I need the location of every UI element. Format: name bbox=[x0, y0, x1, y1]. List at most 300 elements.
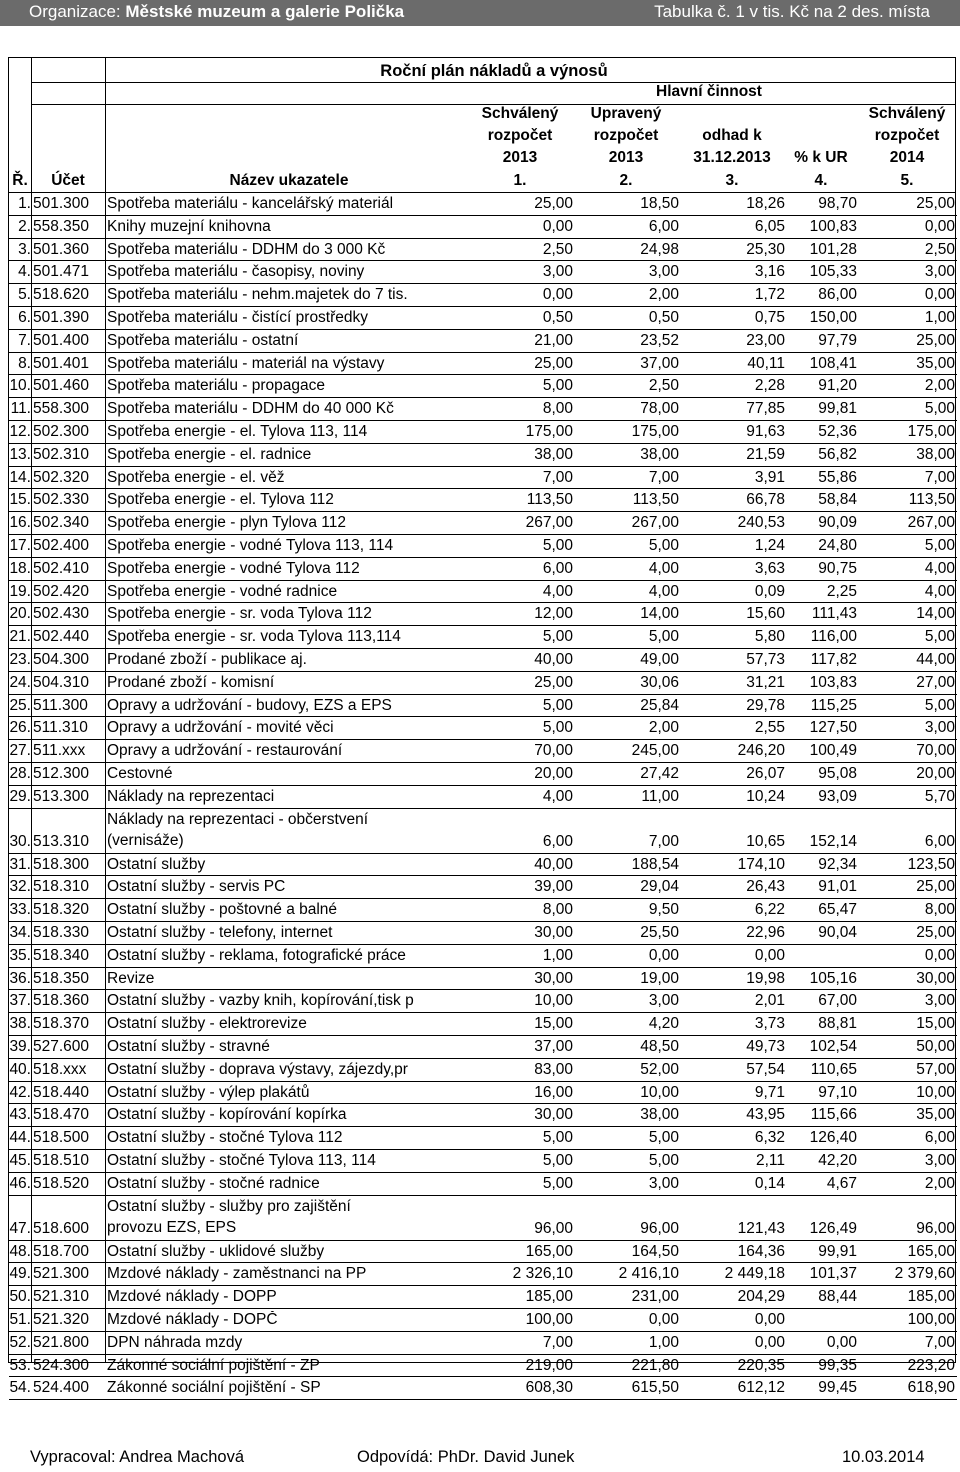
item-name: Spotřeba materiálu - čistící prostředky bbox=[107, 309, 369, 326]
account-code: 502.320 bbox=[33, 468, 90, 486]
item-name: Spotřeba materiálu - nehm.majetek do 7 tis. bbox=[107, 286, 408, 304]
estimate-2013: 25,30 bbox=[746, 240, 785, 258]
item-name: Ostatní služby - telefony, internet bbox=[107, 924, 333, 941]
estimate-2013: 19,98 bbox=[746, 969, 785, 987]
row-number: 14. bbox=[9, 468, 31, 486]
item-name: Mzdové náklady - DOPČ bbox=[107, 1311, 278, 1328]
percent-of-adjusted: 86,00 bbox=[818, 286, 857, 304]
item-name: Spotřeba energie - vodné Tylova 112 bbox=[107, 559, 360, 577]
adjusted-2013: 38,00 bbox=[640, 1106, 679, 1124]
item-name: Spotřeba energie - el. Tylova 113, 114 bbox=[107, 423, 368, 440]
percent-of-adjusted: 88,81 bbox=[818, 1015, 857, 1033]
percent-of-adjusted: 97,79 bbox=[818, 331, 857, 349]
item-name: Ostatní služby - doprava výstavy, zájezdy,pr bbox=[107, 1060, 408, 1078]
percent-of-adjusted: 90,75 bbox=[818, 559, 857, 577]
percent-of-adjusted: 97,10 bbox=[818, 1083, 857, 1101]
row-number: 6. bbox=[18, 309, 31, 326]
estimate-2013: 66,78 bbox=[746, 491, 785, 509]
table-row bbox=[9, 854, 957, 877]
col2-number: 2. bbox=[619, 172, 633, 189]
account-code: 504.310 bbox=[33, 673, 90, 691]
col1-header-l2: rozpočet bbox=[487, 127, 553, 144]
row-number: 38. bbox=[9, 1015, 31, 1033]
estimate-2013: 2 449,18 bbox=[724, 1265, 785, 1283]
account-code: 518.350 bbox=[33, 969, 90, 987]
percent-of-adjusted: 117,82 bbox=[810, 651, 857, 668]
approved-2014: 70,00 bbox=[916, 742, 955, 760]
col3-number: 3. bbox=[725, 172, 739, 189]
approved-2014: 7,00 bbox=[924, 468, 955, 486]
percent-of-adjusted: 105,33 bbox=[809, 263, 857, 281]
percent-of-adjusted: 91,01 bbox=[818, 878, 857, 896]
item-name: Ostatní služby - kopírování kopírka bbox=[107, 1106, 347, 1124]
adjusted-2013: 4,00 bbox=[648, 582, 679, 600]
estimate-2013: 77,85 bbox=[746, 400, 785, 418]
approved-2013: 0,00 bbox=[542, 217, 573, 235]
item-name: Prodané zboží - publikace aj. bbox=[107, 651, 307, 668]
estimate-2013: 3,91 bbox=[754, 468, 785, 486]
table-row bbox=[9, 603, 957, 626]
item-name: Ostatní služby bbox=[107, 855, 206, 873]
approved-2014: 123,50 bbox=[907, 855, 955, 873]
adjusted-2013: 11,00 bbox=[641, 787, 679, 805]
col2-header-l2: rozpočet bbox=[593, 127, 659, 144]
percent-of-adjusted: 98,70 bbox=[818, 195, 857, 212]
row-number: 20. bbox=[9, 605, 31, 623]
item-name: Spotřeba materiálu - propagace bbox=[107, 377, 325, 395]
estimate-2013: 1,72 bbox=[754, 286, 785, 304]
account-code: 527.600 bbox=[33, 1038, 90, 1055]
percent-of-adjusted: 99,91 bbox=[818, 1242, 857, 1260]
adjusted-2013: 52,00 bbox=[640, 1060, 679, 1078]
percent-of-adjusted: 58,84 bbox=[818, 491, 857, 509]
estimate-2013: 2,28 bbox=[754, 377, 785, 395]
table-row bbox=[9, 239, 957, 262]
header-rule bbox=[31, 82, 955, 83]
account-code: 501.471 bbox=[33, 263, 90, 281]
adjusted-2013: 188,54 bbox=[631, 855, 679, 873]
item-name: Spotřeba energie - el. radnice bbox=[107, 445, 312, 463]
approved-2013: 8,00 bbox=[542, 400, 573, 418]
approved-2013: 1,00 bbox=[542, 946, 573, 964]
row-number: 32. bbox=[9, 878, 31, 896]
estimate-2013: 3,63 bbox=[754, 559, 785, 577]
account-code: 518.320 bbox=[33, 901, 90, 919]
account-code: 502.400 bbox=[33, 537, 90, 554]
item-name: DPN náhrada mzdy bbox=[107, 1333, 243, 1351]
approved-2013: 30,00 bbox=[534, 924, 573, 941]
percent-of-adjusted: 115,66 bbox=[810, 1106, 857, 1124]
approved-2014: 2,00 bbox=[924, 377, 955, 395]
approved-2014: 4,00 bbox=[924, 582, 955, 600]
row-number: 19. bbox=[9, 582, 31, 600]
item-name: Spotřeba materiálu - materiál na výstavy bbox=[107, 354, 385, 372]
approved-2013: 40,00 bbox=[534, 651, 573, 668]
estimate-2013: 174,10 bbox=[737, 855, 785, 873]
item-name: Ostatní služby - vazby knih, kopírování,tisk p bbox=[107, 992, 414, 1010]
account-code: 518.620 bbox=[33, 286, 90, 304]
row-number: 28. bbox=[9, 765, 31, 782]
approved-2014: 8,00 bbox=[924, 901, 955, 919]
percent-of-adjusted: 93,09 bbox=[818, 787, 857, 805]
percent-of-adjusted: 99,81 bbox=[818, 400, 857, 418]
table-row bbox=[9, 512, 957, 535]
account-code: 518.440 bbox=[33, 1083, 90, 1101]
percent-of-adjusted: 42,20 bbox=[818, 1152, 857, 1169]
col5-header-l1: Schválený bbox=[868, 105, 946, 122]
item-name: Ostatní služby - stočné Tylova 113, 114 bbox=[107, 1152, 376, 1169]
estimate-2013: 23,00 bbox=[746, 331, 785, 349]
approved-2014: 185,00 bbox=[907, 1288, 955, 1306]
col4-header-l3: % k UR bbox=[794, 149, 848, 166]
col1-number: 1. bbox=[513, 172, 527, 189]
table-row bbox=[9, 330, 957, 353]
account-code: 518.340 bbox=[33, 946, 90, 964]
table-row bbox=[9, 261, 957, 284]
percent-of-adjusted: 90,09 bbox=[818, 514, 857, 532]
approved-2014: 25,00 bbox=[916, 924, 955, 941]
approved-2013: 4,00 bbox=[542, 582, 573, 600]
row-number: 18. bbox=[9, 559, 31, 577]
approved-2013: 5,00 bbox=[542, 1152, 573, 1169]
table-row bbox=[9, 809, 957, 854]
adjusted-2013: 5,00 bbox=[648, 1152, 679, 1169]
row-number: 42. bbox=[9, 1083, 31, 1101]
table-row bbox=[9, 740, 957, 763]
estimate-2013: 164,36 bbox=[737, 1242, 785, 1260]
col3-header-l3: 31.12.2013 bbox=[693, 149, 771, 166]
estimate-2013: 0,75 bbox=[754, 309, 785, 326]
account-code: 511.310 bbox=[33, 719, 88, 737]
estimate-2013: 2,11 bbox=[755, 1152, 785, 1169]
table-row bbox=[9, 375, 957, 398]
approved-2014: 14,00 bbox=[916, 605, 955, 623]
organization-label: Organizace: bbox=[29, 2, 126, 21]
percent-of-adjusted: 150,00 bbox=[809, 309, 857, 326]
row-number: 48. bbox=[9, 1242, 31, 1260]
row-number: 23. bbox=[9, 651, 31, 668]
account-code: 513.300 bbox=[33, 787, 90, 805]
row-number: 27. bbox=[9, 742, 31, 760]
account-code: 502.440 bbox=[33, 628, 90, 646]
account-code: 518.310 bbox=[33, 878, 90, 896]
estimate-2013: 91,63 bbox=[746, 423, 785, 440]
approved-2013: 0,00 bbox=[542, 286, 573, 304]
row-number: 11. bbox=[10, 400, 31, 418]
approved-2013: 40,00 bbox=[534, 855, 573, 873]
estimate-2013: 10,65 bbox=[746, 832, 785, 850]
adjusted-2013: 3,00 bbox=[648, 992, 679, 1010]
percent-of-adjusted: 56,82 bbox=[818, 445, 857, 463]
item-name: Spotřeba materiálu - časopisy, noviny bbox=[107, 263, 365, 281]
table-row bbox=[9, 1196, 957, 1241]
approved-2013: 6,00 bbox=[542, 559, 573, 577]
table-row bbox=[9, 717, 957, 740]
row-number: 31. bbox=[9, 855, 31, 873]
estimate-2013: 57,54 bbox=[746, 1060, 785, 1078]
item-name bbox=[107, 1198, 467, 1237]
estimate-2013: 2,01 bbox=[754, 992, 785, 1010]
approved-2013: 608,30 bbox=[525, 1379, 573, 1397]
item-name: Spotřeba energie - vodné Tylova 113, 114 bbox=[107, 537, 394, 554]
approved-2013: 2 326,10 bbox=[512, 1265, 573, 1283]
row-number: 5. bbox=[18, 286, 31, 304]
table-row bbox=[9, 1127, 957, 1150]
percent-of-adjusted: 126,40 bbox=[809, 1129, 857, 1147]
table-row bbox=[9, 945, 957, 968]
col4-number: 4. bbox=[814, 172, 828, 189]
approved-2013: 37,00 bbox=[534, 1038, 573, 1055]
row-number: 54. bbox=[9, 1379, 31, 1397]
row-number: 17. bbox=[9, 537, 31, 554]
adjusted-2013: 7,00 bbox=[648, 468, 679, 486]
table-row bbox=[9, 353, 957, 376]
percent-of-adjusted: 100,83 bbox=[809, 217, 857, 235]
percent-of-adjusted: 92,34 bbox=[818, 855, 857, 873]
approved-2013: 8,00 bbox=[542, 901, 573, 919]
adjusted-2013: 7,00 bbox=[648, 832, 679, 850]
percent-of-adjusted: 65,47 bbox=[818, 901, 857, 919]
adjusted-2013: 25,84 bbox=[640, 696, 679, 714]
table-row bbox=[9, 626, 957, 649]
percent-of-adjusted: 110,65 bbox=[810, 1060, 857, 1078]
row-number: 45. bbox=[9, 1152, 31, 1169]
item-name: Opravy a udržování - restaurování bbox=[107, 742, 343, 760]
percent-of-adjusted: 101,28 bbox=[809, 240, 857, 258]
adjusted-2013: 267,00 bbox=[631, 514, 679, 532]
approved-2013: 113,50 bbox=[526, 491, 573, 509]
estimate-2013: 121,43 bbox=[737, 1219, 785, 1237]
approved-2013: 25,00 bbox=[534, 354, 573, 372]
approved-2013: 20,00 bbox=[534, 765, 573, 782]
adjusted-2013: 37,00 bbox=[640, 354, 679, 372]
approved-2014: 267,00 bbox=[907, 514, 955, 532]
row-number-header: Ř. bbox=[12, 172, 28, 189]
item-name: Ostatní služby - výlep plakátů bbox=[107, 1083, 310, 1101]
approved-2013: 10,00 bbox=[534, 992, 573, 1010]
estimate-2013: 6,22 bbox=[754, 901, 785, 919]
row-number: 39. bbox=[9, 1038, 31, 1055]
table-row bbox=[9, 1263, 957, 1286]
account-code: 518.360 bbox=[33, 992, 90, 1010]
estimate-2013: 220,35 bbox=[737, 1356, 785, 1374]
item-name: Spotřeba energie - sr. voda Tylova 112 bbox=[107, 605, 372, 623]
account-code: 521.800 bbox=[33, 1333, 90, 1351]
table-row bbox=[9, 489, 957, 512]
approved-2014: 5,00 bbox=[924, 628, 955, 646]
account-code: 518.500 bbox=[33, 1129, 90, 1147]
account-code: 518.300 bbox=[33, 855, 90, 873]
adjusted-2013: 23,52 bbox=[640, 331, 679, 349]
estimate-2013: 0,14 bbox=[754, 1174, 785, 1192]
approved-2014: 10,00 bbox=[916, 1083, 955, 1101]
table-info: Tabulka č. 1 v tis. Kč na 2 des. místa bbox=[654, 2, 930, 21]
item-name: Ostatní služby - stočné Tylova 112 bbox=[107, 1129, 343, 1147]
percent-of-adjusted: 111,43 bbox=[811, 605, 857, 623]
account-code: 501.390 bbox=[33, 309, 90, 326]
account-code: 558.350 bbox=[33, 217, 90, 235]
percent-of-adjusted: 127,50 bbox=[809, 719, 857, 737]
table-row bbox=[9, 1082, 957, 1105]
table-row bbox=[9, 763, 957, 786]
approved-2014: 2,00 bbox=[924, 1174, 955, 1192]
estimate-2013: 6,05 bbox=[754, 217, 785, 235]
account-code: 511.300 bbox=[33, 696, 88, 714]
adjusted-2013: 2,00 bbox=[648, 719, 679, 737]
table-row bbox=[9, 1013, 957, 1036]
approved-2014: 25,00 bbox=[916, 195, 955, 212]
approved-2013: 7,00 bbox=[542, 1333, 573, 1351]
approved-2014: 7,00 bbox=[924, 1333, 955, 1351]
approved-2013: 4,00 bbox=[542, 787, 573, 805]
approved-2013: 5,00 bbox=[542, 1129, 573, 1147]
table-row bbox=[9, 968, 957, 991]
adjusted-2013: 5,00 bbox=[648, 628, 679, 646]
col2-header-l1: Upravený bbox=[590, 105, 662, 122]
approved-2014: 3,00 bbox=[924, 263, 955, 281]
estimate-2013: 29,78 bbox=[746, 696, 785, 714]
approved-2014: 96,00 bbox=[916, 1219, 955, 1237]
table-row bbox=[9, 1059, 957, 1082]
percent-of-adjusted: 0,00 bbox=[826, 1333, 857, 1351]
approved-2014: 6,00 bbox=[924, 832, 955, 850]
estimate-2013: 246,20 bbox=[737, 742, 785, 760]
row-number: 8. bbox=[18, 354, 31, 372]
estimate-2013: 22,96 bbox=[746, 924, 785, 941]
account-code: 512.300 bbox=[33, 765, 90, 782]
table-row bbox=[9, 1309, 957, 1332]
approved-2013: 83,00 bbox=[534, 1060, 573, 1078]
adjusted-2013: 3,00 bbox=[648, 1174, 679, 1192]
approved-2013: 39,00 bbox=[534, 878, 573, 896]
item-name: Spotřeba materiálu - DDHM do 3 000 Kč bbox=[107, 240, 386, 258]
approved-2013: 2,50 bbox=[542, 240, 573, 258]
percent-of-adjusted: 88,44 bbox=[818, 1288, 857, 1306]
approved-2013: 16,00 bbox=[534, 1083, 573, 1101]
item-name: Ostatní služby - reklama, fotografické práce bbox=[107, 946, 406, 964]
row-number: 4. bbox=[18, 263, 31, 281]
approved-2014: 4,00 bbox=[924, 559, 955, 577]
approved-2013: 100,00 bbox=[525, 1311, 573, 1328]
estimate-2013: 0,00 bbox=[754, 946, 785, 964]
table-row bbox=[9, 558, 957, 581]
estimate-2013: 57,73 bbox=[746, 651, 785, 668]
approved-2014: 165,00 bbox=[907, 1242, 955, 1260]
table-row bbox=[9, 786, 957, 809]
approved-2013: 3,00 bbox=[542, 263, 573, 281]
adjusted-2013: 25,50 bbox=[640, 924, 679, 941]
top-bar bbox=[0, 0, 960, 26]
row-number: 13. bbox=[9, 445, 31, 463]
approved-2013: 5,00 bbox=[542, 537, 573, 554]
approved-2014: 15,00 bbox=[916, 1015, 955, 1033]
approved-2013: 5,00 bbox=[542, 628, 573, 646]
row-number: 43. bbox=[9, 1106, 31, 1124]
approved-2014: 2 379,60 bbox=[894, 1265, 955, 1283]
estimate-2013: 0,09 bbox=[754, 582, 785, 600]
item-name: Prodané zboží - komisní bbox=[107, 673, 275, 691]
row-number: 10. bbox=[9, 377, 31, 395]
adjusted-2013: 48,50 bbox=[640, 1038, 679, 1055]
adjusted-2013: 1,00 bbox=[648, 1333, 679, 1351]
item-name: Náklady na reprezentaci bbox=[107, 787, 275, 805]
adjusted-2013: 245,00 bbox=[631, 742, 679, 760]
estimate-2013: 0,00 bbox=[754, 1311, 785, 1328]
estimate-2013: 31,21 bbox=[746, 673, 785, 691]
approved-2014: 3,00 bbox=[924, 992, 955, 1010]
table-title: Roční plán nákladů a výnosů bbox=[380, 62, 608, 80]
estimate-2013: 40,11 bbox=[747, 354, 785, 372]
percent-of-adjusted: 103,83 bbox=[809, 673, 857, 691]
account-code: 504.300 bbox=[33, 651, 90, 668]
adjusted-2013: 38,00 bbox=[640, 445, 679, 463]
name-header: Název ukazatele bbox=[229, 172, 349, 189]
col1-header-l1: Schválený bbox=[481, 105, 559, 122]
row-number: 52. bbox=[9, 1333, 31, 1351]
approved-2013: 96,00 bbox=[534, 1219, 573, 1237]
item-name: Ostatní služby - stravné bbox=[107, 1038, 270, 1055]
approved-2014: 3,00 bbox=[924, 719, 955, 737]
row-number: 40. bbox=[9, 1060, 31, 1078]
row-number: 26. bbox=[9, 719, 31, 737]
adjusted-2013: 49,00 bbox=[640, 651, 679, 668]
item-name: Ostatní služby - stočné radnice bbox=[107, 1174, 320, 1192]
adjusted-2013: 14,00 bbox=[640, 605, 679, 623]
estimate-2013: 3,16 bbox=[754, 263, 785, 281]
approved-2014: 50,00 bbox=[916, 1038, 955, 1055]
estimate-2013: 43,95 bbox=[746, 1106, 785, 1124]
approved-2013: 30,00 bbox=[534, 969, 573, 987]
approved-2014: 27,00 bbox=[916, 673, 955, 691]
estimate-2013: 204,29 bbox=[737, 1288, 785, 1306]
adjusted-2013: 78,00 bbox=[640, 400, 679, 418]
col3-header-l2: odhad k bbox=[702, 127, 762, 144]
table-row bbox=[9, 581, 957, 604]
adjusted-2013: 0,00 bbox=[648, 1311, 679, 1328]
approved-2014: 175,00 bbox=[907, 423, 955, 440]
percent-of-adjusted: 100,49 bbox=[809, 742, 857, 760]
account-code: 502.420 bbox=[33, 582, 90, 600]
approved-2014: 6,00 bbox=[924, 1129, 955, 1147]
item-name: Ostatní služby - uklidové služby bbox=[107, 1242, 325, 1260]
col5-header-l3: 2014 bbox=[889, 149, 925, 166]
table-row bbox=[9, 1377, 957, 1400]
percent-of-adjusted: 91,20 bbox=[818, 377, 857, 395]
row-number: 25. bbox=[9, 696, 31, 714]
table-row bbox=[9, 307, 957, 330]
percent-of-adjusted: 4,67 bbox=[826, 1174, 857, 1192]
adjusted-2013: 615,50 bbox=[631, 1379, 679, 1397]
approved-2013: 175,00 bbox=[525, 423, 573, 440]
approved-2014: 38,00 bbox=[916, 445, 955, 463]
row-number: 16. bbox=[9, 514, 31, 532]
estimate-2013: 9,71 bbox=[754, 1083, 785, 1101]
account-code: 501.360 bbox=[33, 240, 90, 258]
row-number: 29. bbox=[9, 787, 31, 805]
row-number: 15. bbox=[9, 491, 31, 509]
approved-2014: 25,00 bbox=[916, 878, 955, 896]
row-number: 3. bbox=[18, 240, 31, 258]
row-number: 2. bbox=[18, 217, 31, 235]
percent-of-adjusted: 152,14 bbox=[809, 832, 857, 850]
table-row bbox=[9, 649, 957, 672]
table-row bbox=[9, 193, 957, 216]
adjusted-2013: 221,80 bbox=[631, 1356, 679, 1374]
approved-2014: 30,00 bbox=[916, 969, 955, 987]
approved-2014: 2,50 bbox=[924, 240, 955, 258]
adjusted-2013: 2,00 bbox=[648, 286, 679, 304]
approved-2013: 185,00 bbox=[525, 1288, 573, 1306]
